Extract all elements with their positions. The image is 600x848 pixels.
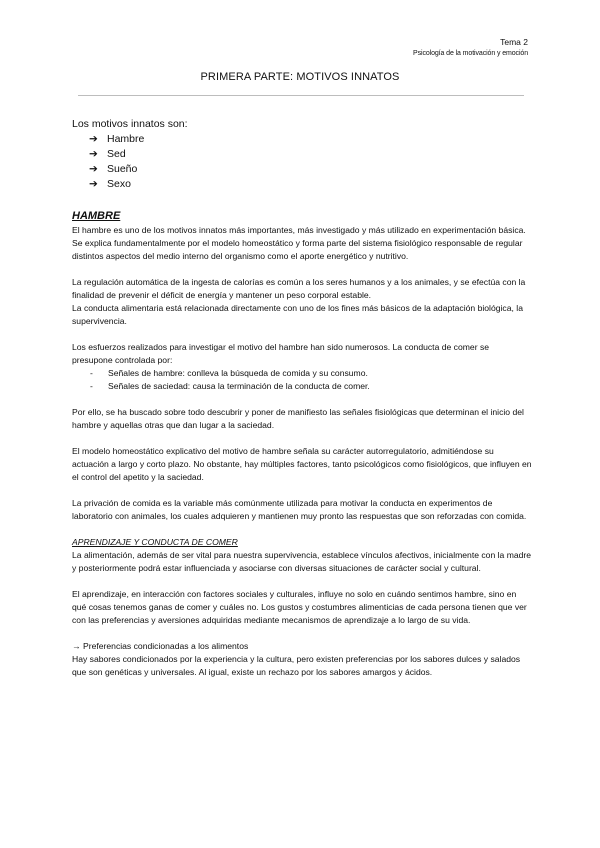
section-heading-aprendizaje: APRENDIZAJE Y CONDUCTA DE COMER [72,537,238,547]
paragraph: La conducta alimentaria está relacionada directamente con uno de los fines más básicos de la adaptación biológica, la supervivencia. [72,303,523,326]
paragraph: Hay sabores condicionados por la experiencia y la cultura, pero existen preferencias por los sabores dulces y salados que son genéticas y universales. Al igual, existe un rechazo por los sabores amargos y ácidos. [72,654,521,677]
section-heading-hambre: HAMBRE [72,210,121,222]
right-arrow-icon: ➔ [89,178,98,190]
paragraph: La regulación automática de la ingesta de calorías es común a los seres humanos y a los animales, y se efectúa con la finalidad de prevenir el déficit de energía y mantener un peso corporal estable. [72,277,526,300]
paragraph: El aprendizaje, en interacción con factores sociales y culturales, influye no solo en cuándo sentimos hambre, sino en qué cosas tenemos ganas de comer y cuáles no. Los gustos y costumbres alimenticias de cada persona tienen que ver con las preferencias y aversiones adquiridas mediante mecanismos de aprendizaje a lo largo de su vida. [72,589,527,625]
page-header [413,36,528,60]
list-item: ➔ Hambre [89,133,145,145]
part-title: PRIMERA PARTE: MOTIVOS INNATOS [200,71,400,83]
list-item: ➔ Sueño [89,163,138,175]
list-item: - Señales de saciedad: causa la terminación de la conducta de comer. [90,381,370,391]
list-item: ➔ Sexo [89,178,131,190]
right-arrow-icon: ➔ [89,133,98,145]
paragraph: Los esfuerzos realizados para investigar el motivo del hambre han sido numerosos. La conducta de comer se presupone controlada por: [72,342,490,365]
list-item: ➔ Sed [89,148,126,160]
innate-motives-list [72,132,532,192]
right-arrow-icon: ➔ [89,163,98,175]
title-divider [78,95,524,96]
dash-bullet: - [90,368,93,378]
paragraph: La alimentación, además de ser vital para nuestra supervivencia, establece vínculos afectivos, inicialmente con la madre y posteriormente podrá estar influenciada y asociarse con diversas situaciones de carácter social y cultural. [72,550,532,573]
preferences-heading: → Preferencias condicionadas a los alimentos [72,641,249,651]
intro-lead: Los motivos innatos son: [72,118,188,130]
right-arrow-icon: ➔ [89,148,98,160]
paragraph: El modelo homeostático explicativo del motivo de hambre señala su carácter autorregulatorio, admitiéndose su actuación a largo y corto plazo. No obstante, hay múltiples factores, tanto psicológicos como fisiológicos, que influyen en el control del apetito y la saciedad. [72,446,532,482]
paragraph: Por ello, se ha buscado sobre todo descubrir y poner de manifiesto las señales fisiológicas que determinan el inicio del hambre y aquellas otras que dan lugar a la saciedad. [72,407,524,430]
topic-label: Tema 2 [500,37,528,47]
paragraph: El hambre es uno de los motivos innatos más importantes, más investigado y más utilizado en experimentación básica. Se explica fundamentalmente por el modelo homeostático y forma parte del sistema fisiológico responsable de regular distintos aspectos del medio interno del organismo como el aporte energético y nutritivo. [72,225,526,261]
document-body [72,117,532,692]
list-item: - Señales de hambre: conlleva la búsqueda de comida y su consumo. [90,368,368,378]
dash-bullet: - [90,381,93,391]
subject-label: Psicología de la motivación y emoción [413,50,528,57]
signals-list [72,367,532,393]
paragraph: La privación de comida es la variable más comúnmente utilizada para motivar la conducta en experimentos de laboratorio con animales, los cuales adquieren y mantienen muy pronto las respuestas que son reforzadas con comida. [72,498,527,521]
